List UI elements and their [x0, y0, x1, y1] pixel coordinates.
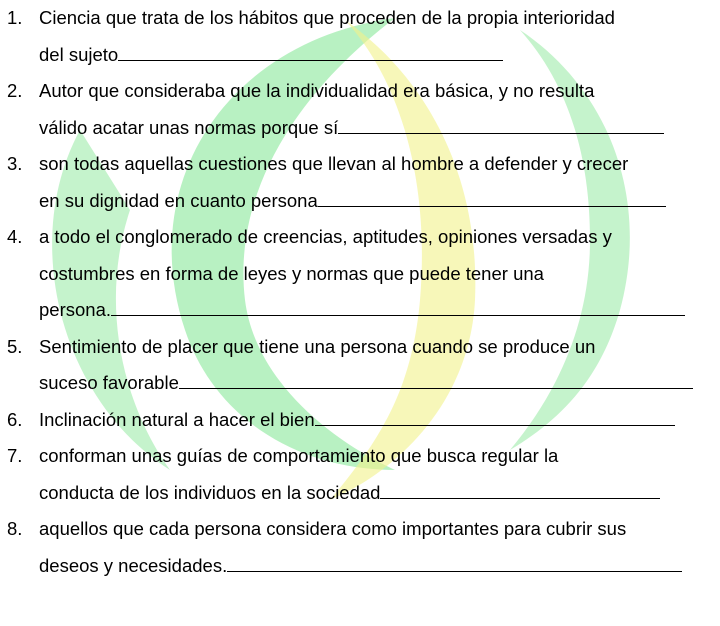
- question-item: [0, 511, 720, 584]
- question-text-line: a todo el conglomerado de creencias, aptitudes, opiniones versadas y: [39, 226, 612, 247]
- question-text-line: aquellos que cada persona considera como importantes para cubrir sus: [39, 518, 627, 539]
- question-item: [0, 219, 720, 329]
- question-item: [0, 73, 720, 146]
- question-text-line: del sujeto: [39, 37, 716, 74]
- question-text-line: costumbres en forma de leyes y normas que puede tener una: [39, 262, 544, 284]
- question-text-line: Inclinación natural a hacer el bien: [39, 402, 716, 439]
- question-text-line: deseos y necesidades.: [39, 548, 716, 585]
- question-item: [0, 438, 720, 511]
- question-text-line: Autor que consideraba que la individualidad era básica, y no resulta: [39, 80, 595, 101]
- question-number: 1.: [7, 7, 23, 28]
- question-item: [0, 146, 720, 219]
- question-number: 5.: [7, 335, 23, 357]
- question-text-line: persona.: [39, 292, 716, 329]
- answer-blank[interactable]: [318, 186, 666, 207]
- question-number: 3.: [7, 153, 23, 174]
- question-text-line: conducta de los individuos en la sociedad: [39, 475, 716, 512]
- answer-blank[interactable]: [380, 478, 660, 499]
- answer-blank[interactable]: [315, 405, 675, 426]
- question-number: 8.: [7, 518, 23, 539]
- question-item: [0, 329, 720, 402]
- question-text-line: Sentimiento de placer que tiene una persona cuando se produce un: [39, 335, 596, 357]
- question-item: [0, 402, 720, 439]
- question-number: 6.: [7, 408, 23, 430]
- question-text-line: suceso favorable: [39, 365, 716, 402]
- question-text-line: en su dignidad en cuanto persona: [39, 183, 716, 220]
- answer-blank[interactable]: [227, 551, 682, 572]
- question-item: [0, 0, 720, 73]
- answer-blank[interactable]: [179, 368, 693, 389]
- question-text-line: Ciencia que trata de los hábitos que proceden de la propia interioridad: [39, 7, 615, 28]
- answer-blank[interactable]: [111, 295, 685, 316]
- question-number: 7.: [7, 445, 23, 466]
- question-text-line: conforman unas guías de comportamiento que busca regular la: [39, 445, 559, 466]
- question-number: 2.: [7, 80, 23, 101]
- question-number: 4.: [7, 226, 23, 247]
- question-text-line: válido acatar unas normas porque sí: [39, 110, 716, 147]
- answer-blank[interactable]: [118, 40, 503, 61]
- answer-blank[interactable]: [338, 113, 664, 134]
- question-text-line: son todas aquellas cuestiones que llevan al hombre a defender y crecer: [39, 153, 629, 174]
